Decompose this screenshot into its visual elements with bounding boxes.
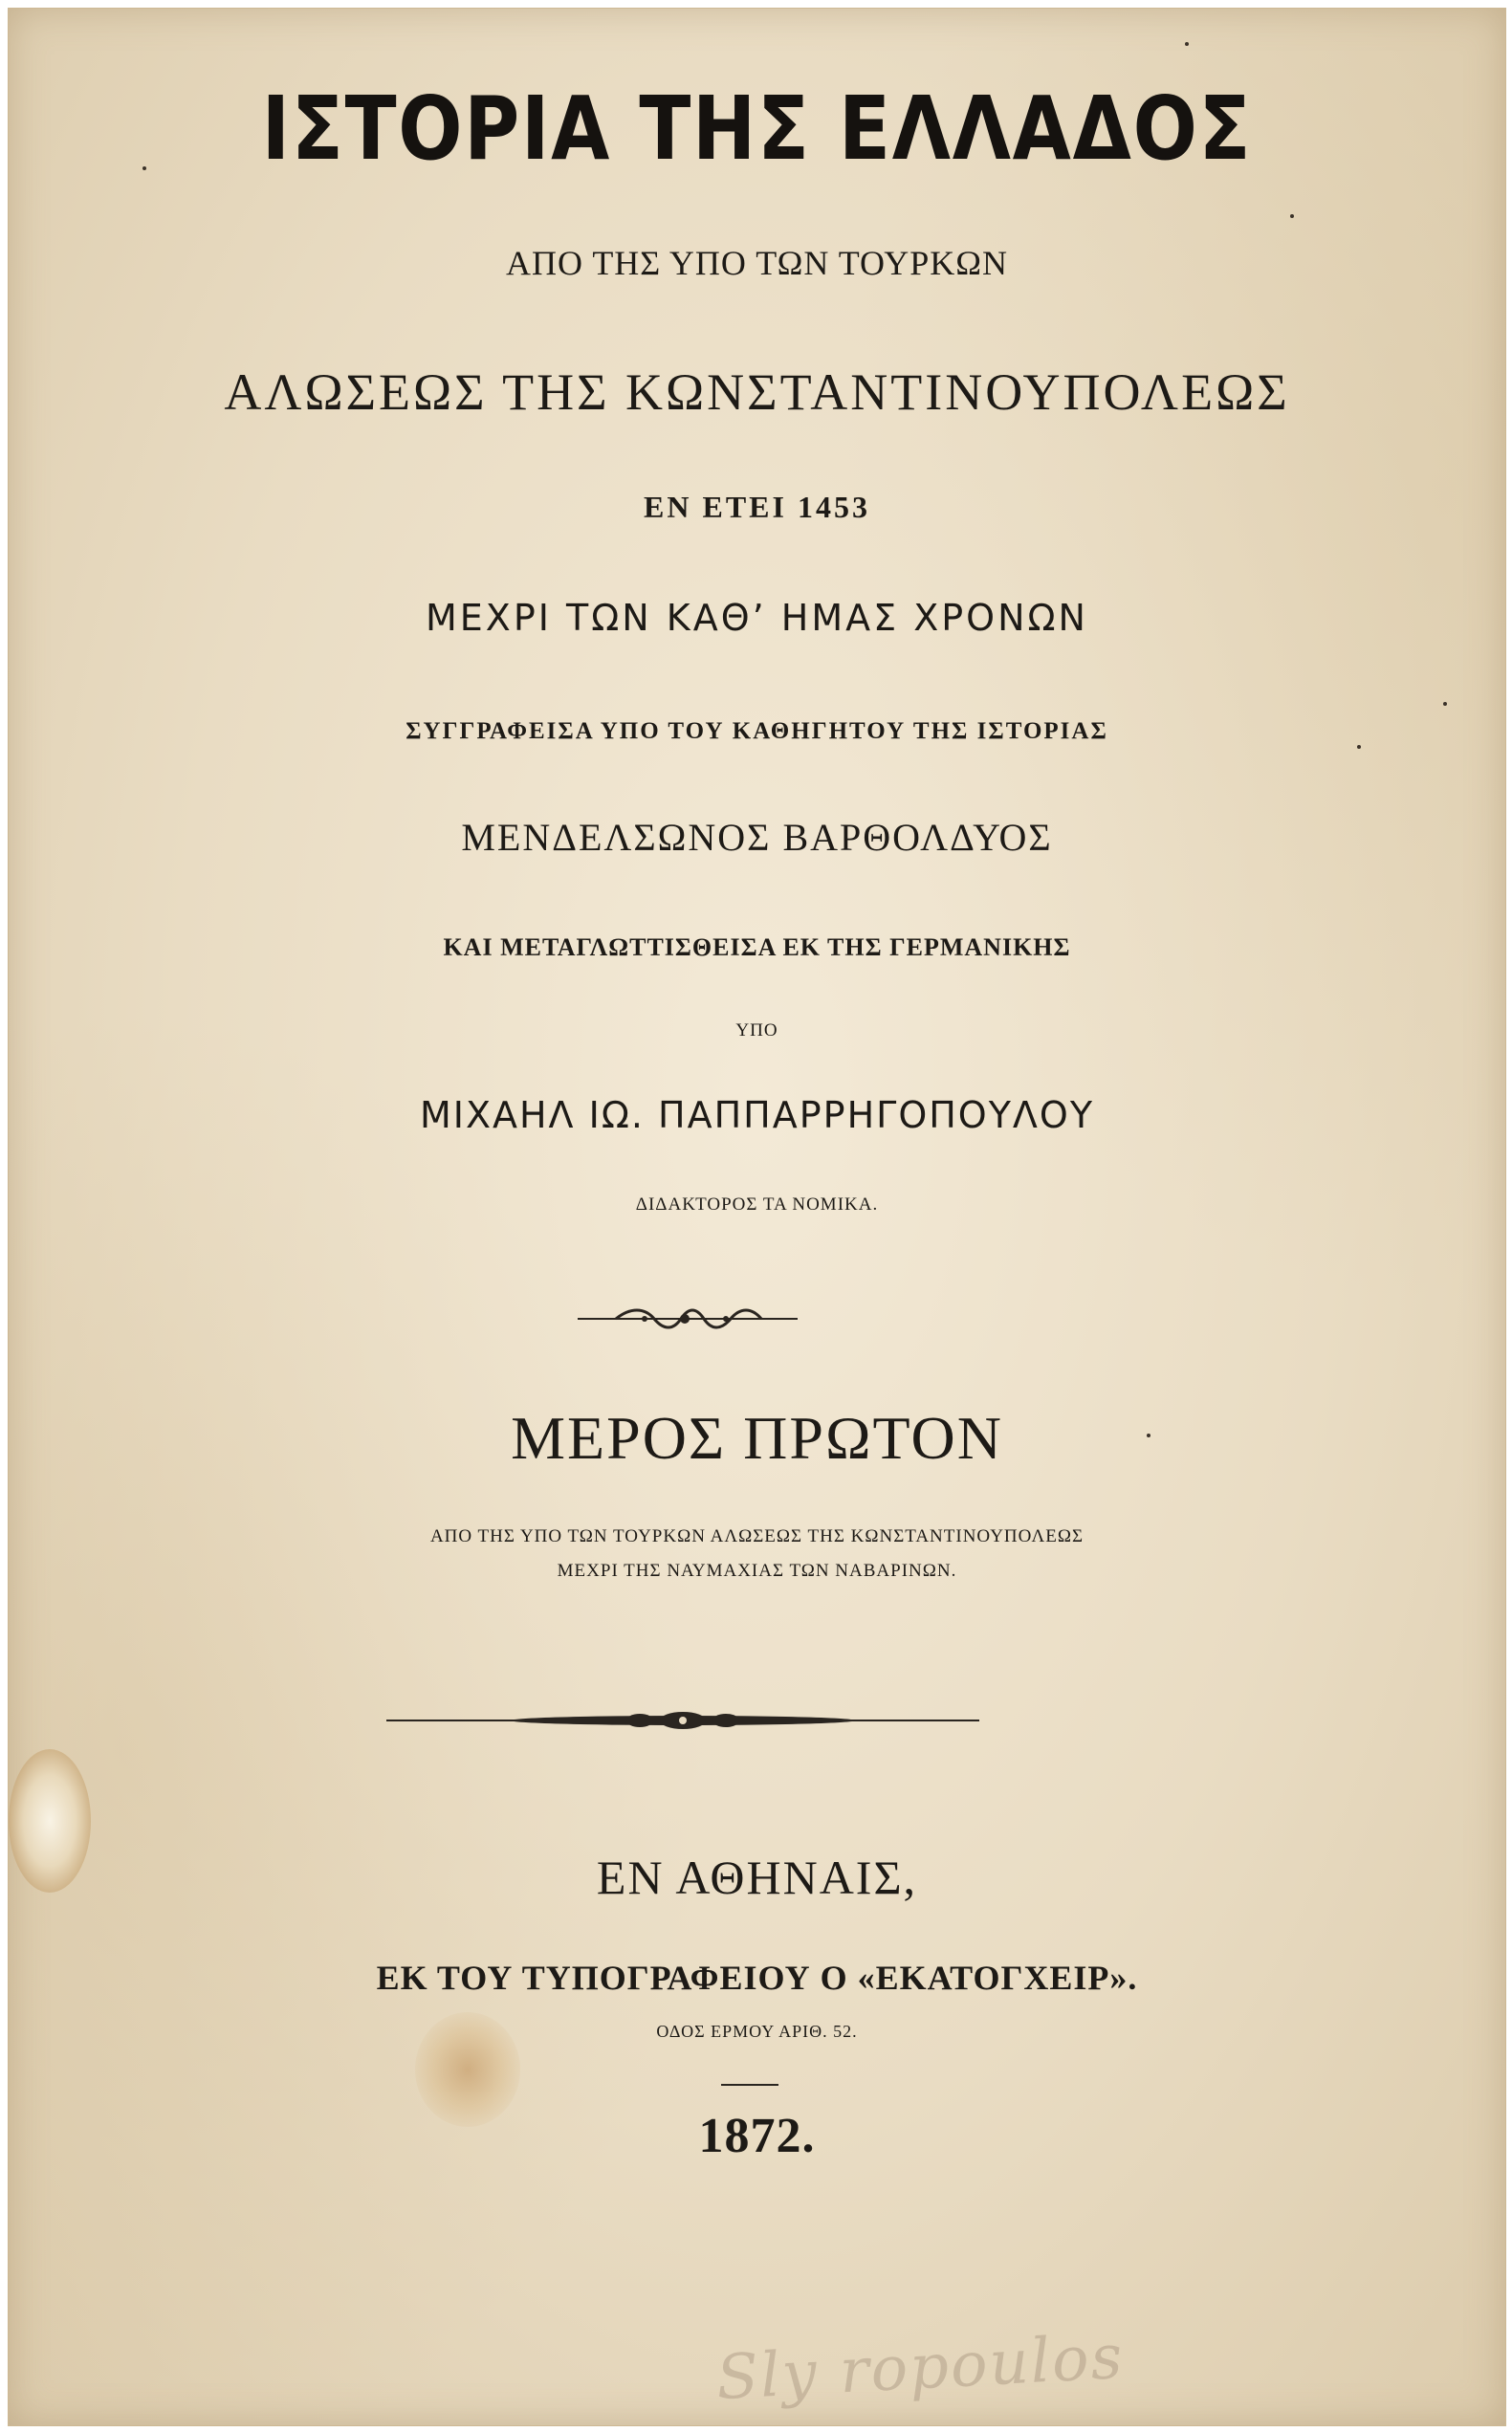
author-intro-line: ΣΥΓΓΡΑΦΕΙΣΑ ΥΠΟ ΤΟΥ ΚΑΘΗΓΗΤΟΥ ΤΗΣ ΙΣΤΟΡΙΑΣ bbox=[405, 718, 1108, 744]
long-ornament-divider bbox=[386, 1706, 979, 1735]
translator-intro: ΥΠΟ bbox=[735, 1020, 778, 1041]
author-name: ΜΕΝΔΕΛΣΩΝΟΣ ΒΑΡΘΟΛΔΥΟΣ bbox=[461, 816, 1053, 859]
book-title: ΙΣΤΟΡΙΑ ΤΗΣ ΕΛΛΑΔΟΣ bbox=[261, 77, 1253, 180]
translator-title: ΔΙΔΑΚΤΟΡΟΣ ΤΑ ΝΟΜΙΚΑ. bbox=[635, 1194, 879, 1215]
part-description-line-1: ΑΠΟ ΤΗΣ ΥΠΟ ΤΩΝ ΤΟΥΡΚΩΝ ΑΛΩΣΕΩΣ ΤΗΣ ΚΩΝΣΤΑΝΤΙΝΟΥΠΟΛΕΩΣ bbox=[429, 1526, 1085, 1546]
faded-signature: Sly ropoulos bbox=[714, 2321, 1127, 2415]
translation-line: ΚΑΙ ΜΕΤΑΓΛΩΤΤΙΣΘΕΙΣΑ ΕΚ ΤΗΣ ΓΕΡΜΑΝΙΚΗΣ bbox=[443, 933, 1071, 961]
subtitle-line-aloseos: ΑΛΩΣΕΩΣ ΤΗΣ ΚΩΝΣΤΑΝΤΙΝΟΥΠΟΛΕΩΣ bbox=[224, 363, 1290, 421]
ink-speck bbox=[1290, 214, 1294, 218]
ink-speck bbox=[1357, 745, 1361, 749]
publication-year: 1872. bbox=[698, 2109, 816, 2163]
subtitle-line-apo: ΑΠΟ ΤΗΣ ΥΠΟ ΤΩΝ ΤΟΥΡΚΩΝ bbox=[505, 244, 1009, 282]
small-ornament-divider bbox=[578, 1300, 798, 1338]
publication-place: ΕΝ ΑΘΗΝΑΙΣ, bbox=[596, 1851, 918, 1904]
ink-speck bbox=[142, 166, 146, 170]
subtitle-line-mexri: ΜΕΧΡΙ ΤΩΝ ΚΑΘ’ ΗΜΑΣ ΧΡΟΝΩΝ bbox=[426, 597, 1088, 639]
short-rule bbox=[721, 2084, 778, 2086]
translator-name: ΜΙΧΑΗΛ ΙΩ. ΠΑΠΠΑΡΡΗΓΟΠΟΥΛΟΥ bbox=[419, 1094, 1095, 1136]
title-page bbox=[8, 8, 1506, 2426]
ink-speck bbox=[1185, 42, 1189, 46]
part-heading: ΜΕΡΟΣ ΠΡΩΤΟΝ bbox=[511, 1404, 1003, 1472]
ink-speck bbox=[1147, 1434, 1150, 1437]
printer-address: ΟΔΟΣ ΕΡΜΟΥ ΑΡΙΘ. 52. bbox=[656, 2022, 858, 2041]
subtitle-line-year: ΕΝ ΕΤΕΙ 1453 bbox=[644, 490, 870, 524]
ink-speck bbox=[1443, 702, 1447, 706]
printer-name: ΕΚ ΤΟΥ ΤΥΠΟΓΡΑΦΕΙΟΥ Ο «ΕΚΑΤΟΓΧΕΙΡ». bbox=[376, 1959, 1138, 1997]
part-description-line-2: ΜΕΧΡΙ ΤΗΣ ΝΑΥΜΑΧΙΑΣ ΤΩΝ ΝΑΒΑΡΙΝΩΝ. bbox=[557, 1561, 957, 1581]
